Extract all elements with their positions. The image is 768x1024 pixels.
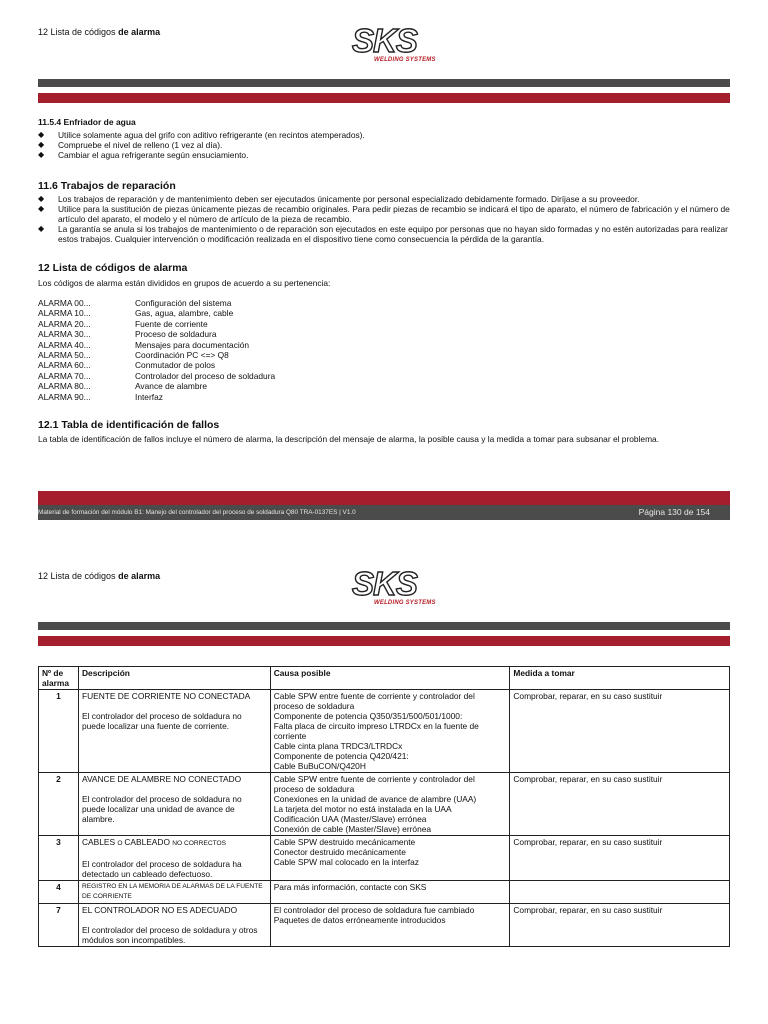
- cause-line: Conexión de cable (Master/Slave) errónea: [273, 824, 432, 834]
- list-item: [38, 340, 275, 350]
- page-gap: [0, 527, 768, 538]
- footer-bar: [38, 505, 730, 520]
- alarm-intro-text: Los códigos de alarma están divididos en grupos de acuerdo a su pertenencia:: [38, 278, 331, 288]
- list-item: ◆ Utilice para la sustitución de piezas únicamente piezas de recambio originales. Para pedir piezas de recambio se indicará el tipo de aparato, el número de fabricación y el número de artículo del aparato, el modelo y el número de artículo de la pieza de recambio.: [38, 204, 730, 224]
- list-item: [38, 360, 275, 370]
- alarm-desc: Interfaz: [135, 391, 163, 402]
- running-header: [38, 571, 160, 581]
- list-item: [38, 350, 275, 360]
- alarm-description: [78, 904, 270, 947]
- section-title-11-5-4: 11.5.4 Enfriador de agua: [38, 117, 136, 127]
- sks-logo-text: SKS: [352, 565, 417, 602]
- column-header-description: Descripción: [78, 667, 270, 690]
- alarm-title-part: NO CORRECTOS: [172, 840, 227, 847]
- alarm-description: [78, 690, 270, 773]
- alarm-action: Comprobar, reparar, en su caso sustituir: [510, 690, 730, 773]
- running-header-bold: de alarma: [118, 571, 161, 581]
- alarm-desc: Fuente de corriente: [135, 318, 208, 329]
- column-header-action: Medida a tomar: [510, 667, 730, 690]
- cause-line: Componente de potencia Q350/351/500/501/1000:: [273, 711, 463, 721]
- fault-table-intro: La tabla de identificación de fallos incluye el número de alarma, la descripción del mensaje de alarma, la posible causa y la medida a tomar para subsanar el problema.: [38, 434, 660, 444]
- alarm-code: ALARMA 40...: [38, 339, 91, 350]
- alarm-code: ALARMA 50...: [38, 350, 91, 361]
- footer-page-number: Página 130 de 154: [638, 507, 710, 517]
- running-header-bold: de alarma: [118, 27, 161, 37]
- header-bar-gray: [38, 79, 730, 87]
- footer-bar-red: [38, 491, 730, 505]
- list-item: ◆ Utilice solamente agua del grifo con aditivo refrigerante (en recintos atemperados).: [38, 130, 730, 140]
- alarm-code: ALARMA 20...: [38, 318, 91, 329]
- cause-line: Falta placa de circuito impreso LTRDCx en la fuente de corriente: [273, 721, 479, 741]
- cause-line: Cable SPW entre fuente de corriente y controlador del proceso de soldadura: [273, 774, 475, 794]
- alarm-number: 3: [39, 836, 79, 881]
- alarm-action: [510, 881, 730, 904]
- alarm-desc: Gas, agua, alambre, cable: [135, 308, 234, 319]
- alarm-title: AVANCE DE ALAMBRE NO CONECTADO: [81, 774, 242, 784]
- cause-line: Componente de potencia Q420/421:: [273, 751, 409, 761]
- section-title-12: 12 Lista de códigos de alarma: [38, 262, 188, 274]
- cause-line: Conector destruido mecánicamente: [273, 847, 406, 857]
- alarm-explanation: El controlador del proceso de soldadura no puede localizar una fuente de corriente.: [81, 711, 242, 731]
- alarm-causes: [270, 904, 510, 947]
- cause-line: Cable SPW mal colocado en la interfaz: [273, 857, 419, 867]
- column-header-number: Nº de alarma: [39, 667, 79, 690]
- table-row: [39, 881, 730, 904]
- alarm-desc: Conmutador de polos: [135, 360, 216, 371]
- alarm-desc: Mensajes para documentación: [135, 339, 250, 350]
- table-row: [39, 836, 730, 881]
- alarm-causes: [270, 690, 510, 773]
- bullet-list-enfriador: [38, 130, 730, 160]
- table-header-row: [39, 667, 730, 690]
- alarm-code: ALARMA 80...: [38, 381, 91, 392]
- alarm-code: ALARMA 00...: [38, 298, 91, 308]
- list-item: [38, 392, 275, 402]
- alarm-desc: Configuración del sistema: [135, 298, 232, 308]
- alarm-description: [78, 881, 270, 904]
- alarm-causes: [270, 836, 510, 881]
- alarm-description: [78, 773, 270, 836]
- header-bar-red: [38, 93, 730, 103]
- sks-logo-subtitle: WELDING SYSTEMS: [374, 600, 436, 606]
- alarm-group-list: [38, 298, 275, 402]
- section-title-11-6: 11.6 Trabajos de reparación: [38, 180, 176, 192]
- alarm-number: 7: [39, 904, 79, 947]
- list-item: [38, 371, 275, 381]
- alarm-code: ALARMA 60...: [38, 360, 91, 371]
- sks-logo: [352, 567, 442, 611]
- alarm-code: ALARMA 90...: [38, 391, 91, 402]
- alarm-title-part: O: [117, 840, 125, 847]
- alarm-code: ALARMA 70...: [38, 370, 91, 381]
- alarm-code: ALARMA 10...: [38, 308, 91, 319]
- header-bar-gray: [38, 622, 730, 630]
- alarm-explanation: El controlador del proceso de soldadura ha detectado un cableado defectuoso.: [81, 859, 242, 879]
- list-item: [38, 329, 275, 339]
- alarm-number: 2: [39, 773, 79, 836]
- list-item: [38, 298, 275, 308]
- cause-line: Cable cinta plana TRDC3/LTRDCx: [273, 741, 403, 751]
- alarm-causes: [270, 881, 510, 904]
- cause-line: Para más información, contacte con SKS: [273, 882, 427, 892]
- alarm-action: Comprobar, reparar, en su caso sustituir: [510, 773, 730, 836]
- alarm-code: ALARMA 30...: [38, 329, 91, 340]
- running-header-prefix: 12 Lista de códigos: [38, 27, 116, 37]
- alarm-action: Comprobar, reparar, en su caso sustituir: [510, 904, 730, 947]
- bullet-list-reparacion: [38, 194, 730, 244]
- alarm-action: Comprobar, reparar, en su caso sustituir: [510, 836, 730, 881]
- cause-line: Paquetes de datos erróneamente introducidos: [273, 915, 446, 925]
- list-item: [38, 319, 275, 329]
- list-item: [38, 381, 275, 391]
- cause-line: Cable BuBuCON/Q420H: [273, 761, 366, 771]
- footer-course-text: Material de formación del módulo B1: Manejo del controlador del proceso de soldadura Q80 TRA-0137ES | V1.0: [38, 509, 356, 516]
- fault-identification-table: [38, 666, 730, 947]
- list-item: ◆ Los trabajos de reparación y de mantenimiento deben ser ejecutados únicamente por personal especializado debidamente formado. Diríjase a su proveedor.: [38, 194, 730, 204]
- cause-line: Conexiones en la unidad de avance de alambre (UAA): [273, 794, 477, 804]
- running-header-prefix: 12 Lista de códigos: [38, 571, 116, 581]
- alarm-explanation: El controlador del proceso de soldadura y otros módulos son incompatibles.: [81, 925, 258, 945]
- header-bar-red: [38, 636, 730, 646]
- list-item: ◆ Compruebe el nivel de relleno (1 vez al día).: [38, 140, 730, 150]
- alarm-title: REGISTRO EN LA MEMORIA DE ALARMAS DE LA FUENTE DE CORRIENTE: [81, 883, 263, 900]
- running-header: [38, 27, 160, 37]
- section-title-12-1: 12.1 Tabla de identificación de fallos: [38, 419, 220, 431]
- table-row: [39, 773, 730, 836]
- cause-line: Cable SPW destruido mecánicamente: [273, 837, 416, 847]
- cause-line: Codificación UAA (Master/Slave) errónea: [273, 814, 427, 824]
- alarm-title: EL CONTROLADOR NO ES ADECUADO: [81, 905, 238, 915]
- alarm-description: [78, 836, 270, 881]
- column-header-cause: Causa posible: [270, 667, 510, 690]
- cause-line: El controlador del proceso de soldadura fue cambiado: [273, 905, 475, 915]
- alarm-number: 4: [39, 881, 79, 904]
- alarm-desc: Coordinación PC <=> Q8: [135, 350, 229, 361]
- list-item: ◆ La garantía se anula si los trabajos de mantenimiento o de reparación son ejecutados en este equipo por personas que no hayan sido formadas y no estén autorizadas para realizar estos trabajos. Cualquier intervención o modificación realizada en el dispositivo tiene como consecuencia la pérdida de la garantía.: [38, 224, 730, 244]
- cause-line: La tarjeta del motor no está instalada en la UAA: [273, 804, 452, 814]
- alarm-title: FUENTE DE CORRIENTE NO CONECTADA: [81, 691, 251, 701]
- alarm-title: [82, 837, 267, 849]
- alarm-desc: Avance de alambre: [135, 381, 208, 392]
- alarm-title-part: CABLES: [81, 837, 118, 847]
- alarm-desc: Proceso de soldadura: [135, 329, 217, 340]
- list-item: ◆ Cambiar el agua refrigerante según ensuciamiento.: [38, 150, 730, 160]
- sks-logo-text: SKS: [352, 22, 417, 59]
- table-row: [39, 904, 730, 947]
- alarm-causes: [270, 773, 510, 836]
- alarm-title-part: CABLEADO: [124, 837, 173, 847]
- sks-logo: [352, 24, 442, 68]
- alarm-desc: Controlador del proceso de soldadura: [135, 370, 276, 381]
- alarm-number: 1: [39, 690, 79, 773]
- alarm-explanation: El controlador del proceso de soldadura no puede localizar una unidad de avance de alambre.: [81, 794, 242, 824]
- sks-logo-subtitle: WELDING SYSTEMS: [374, 57, 436, 63]
- cause-line: Cable SPW entre fuente de corriente y controlador del proceso de soldadura: [273, 691, 475, 711]
- table-row: [39, 690, 730, 773]
- list-item: [38, 308, 275, 318]
